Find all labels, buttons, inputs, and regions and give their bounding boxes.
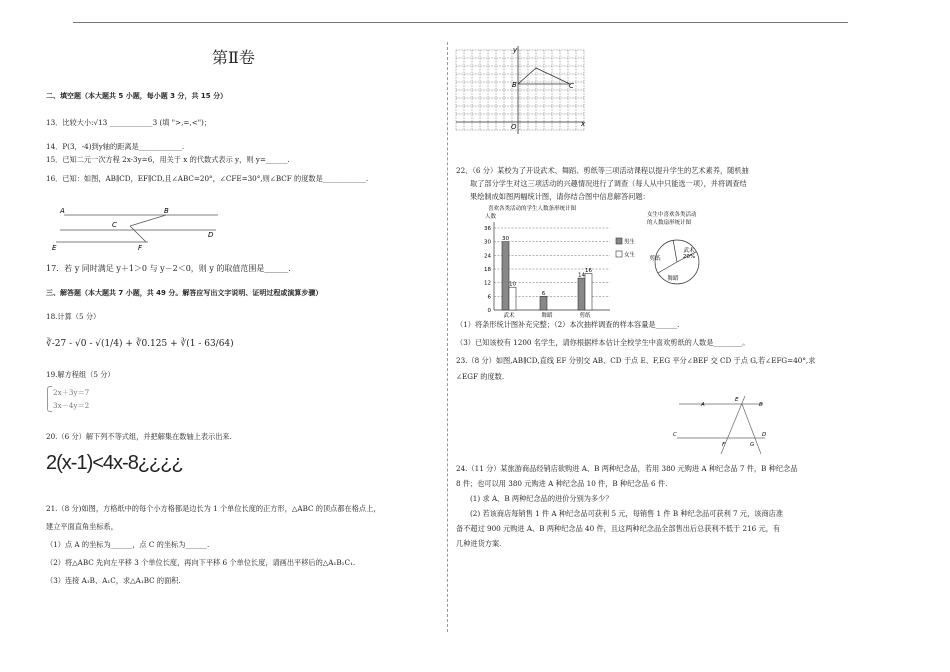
pie-label-剪纸: 剪纸 — [649, 256, 661, 262]
bar-女生-武术 — [509, 287, 516, 310]
ytick-4: 24 — [484, 253, 491, 260]
q15: 15．已知二元一次方程 2x-3y=6，用关于 x 的代数式表示 y，则 y=______. — [46, 155, 290, 164]
pie-pct-武术: 20% — [682, 254, 696, 260]
bar-chart-ylabel: 人数 — [485, 214, 497, 220]
q21-part1: （1）点 A 的坐标为______，点 C 的坐标为______. — [46, 540, 210, 549]
legend-swatch-男生 — [616, 238, 622, 244]
q21-grid-figure — [452, 44, 592, 136]
q21-line2: 建立平面直角坐标系， — [46, 522, 118, 531]
column-divider — [447, 42, 448, 632]
data-label-女生-武术: 10 — [509, 281, 516, 288]
bar-男生-剪纸 — [578, 278, 585, 310]
data-label-男生-舞蹈: 6 — [541, 290, 546, 297]
bar-男生-舞蹈 — [540, 296, 547, 310]
label-D: D — [208, 231, 214, 239]
legend-label-男生: 男生 — [624, 239, 636, 246]
q24-part1: (1) 求 A、B 两种纪念品的进价分别为多少？ — [470, 494, 613, 503]
legend-swatch-女生 — [616, 251, 622, 257]
q22-part1: （1）将条形统计图补充完整；（2）本次抽样调查的样本容量是______. — [456, 320, 680, 329]
label-E: E — [52, 244, 57, 252]
q22-line1: 22、（6 分）某校为了开设武术、舞蹈、剪纸等三项活动课程以提升学生的艺术素养，随机抽 — [456, 166, 749, 175]
q22-line2: 取了部分学生对这三项活动的兴趣情况进行了调查（每人从中只能选一项），并将调查结 — [470, 179, 747, 188]
section3-heading: 三、解答题（本大题共 7 小题，共 49 分。解答应写出文字说明、证明过程或演算步骤） — [46, 289, 323, 297]
q22-bar-chart — [468, 202, 644, 320]
ytick-0: 0 — [487, 308, 491, 314]
q20: 20.（6 分）解下列不等式组，并把解集在数轴上表示出来. — [46, 432, 232, 441]
label-F: F — [138, 244, 143, 252]
section2-heading: 二、填空题（本大题共 5 小题，每小题 3 分，共 15 分） — [46, 92, 228, 100]
xtick-舞蹈: 舞蹈 — [541, 313, 553, 319]
origin-label: O — [511, 123, 517, 131]
q20-inequality: 2(x-1)<4x-8¿¿¿¿ — [46, 452, 183, 474]
q24-part2c: 几种进货方案. — [456, 539, 502, 548]
bar-男生-武术 — [502, 242, 509, 310]
axis-x-label: x — [581, 120, 586, 128]
bar-chart-title: 喜欢各类活动的学生人数条形统计图 — [488, 206, 577, 212]
q14: 14．P(3，-4)到y轴的距离是____________. — [46, 142, 185, 151]
top-rule — [73, 22, 848, 23]
q18-expression: ∛-27 - √0 - √(1/4) + ∛0.125 + ∛(1 - 63/64) — [46, 339, 234, 349]
ytick-6: 36 — [484, 226, 491, 232]
label-A: A — [60, 207, 65, 215]
pie-label-武术: 武术 — [683, 248, 695, 254]
q23-line2: ∠EGF 的度数. — [456, 372, 505, 381]
data-label-女生-剪纸: 16 — [585, 268, 592, 275]
q24-part2a: (2) 若该商店每销售 1 件 A 种纪念品可获利 5 元，每销售 1 件 B 种纪念品可获利 7 元，该商店准 — [470, 509, 784, 518]
q17: 17．若 y 同时满足 y＋1＞0 与 y－2＜0，则 y 的取值范围是______. — [46, 264, 291, 273]
axis-y-label: y — [513, 46, 518, 54]
pie-title-line1: 女生中喜欢各类活动 — [647, 212, 697, 218]
q21-line1: 21.（8 分)如图，方格纸中的每个小方格都是边长为 1 个单位长度的正方形，△ABC 的顶点都在格点上， — [46, 504, 381, 513]
q23-label-G: G — [750, 442, 755, 448]
point-C-label: C — [569, 82, 574, 90]
ytick-1: 6 — [487, 294, 491, 301]
q19: 19.解方程组（5 分） — [46, 370, 115, 379]
ytick-2: 12 — [484, 280, 491, 287]
data-label-男生-剪纸: 14 — [578, 272, 585, 279]
page-title: 第Ⅱ卷 — [212, 48, 255, 67]
pie-label-舞蹈: 舞蹈 — [667, 276, 679, 282]
q24-part2b: 备不超过 900 元购进 A、B 两种纪念品 40 件，且这两种纪念品全部售出后总获利不低于 216 元，有 — [456, 524, 781, 533]
q18: 18.计算（5 分） — [46, 312, 101, 321]
q21-part3: （3）连接 A₁B、A₁C，求△A₁BC 的面积. — [46, 576, 181, 585]
q19-eq1: 2x＋3y＝7 — [53, 388, 90, 397]
q23-label-F: F — [722, 442, 726, 448]
q24-line2: 8 件；也可以用 380 元购进 A 种纪念品 10 件，B 种纪念品 6 件. — [456, 479, 668, 488]
q21-part2: （2）将△ABC 先向左平移 3 个单位长度，再向下平移 6 个单位长度，请画出平移后的△A₁B₁C₁. — [46, 558, 356, 567]
q16: 16．已知：如图，AB∥CD，EF∥CD,且∠ABC=20°，∠CFE=30°,则∠BCF 的度数是____________. — [46, 174, 369, 183]
xtick-武术: 武术 — [503, 313, 515, 319]
q22-pie-chart — [645, 210, 715, 296]
bar-女生-剪纸 — [585, 274, 592, 310]
q23-label-B: B — [759, 402, 763, 408]
label-C: C — [112, 221, 117, 229]
q13: 13．比较大小:√13 ____________3 (填 ">,=,<")； — [46, 118, 212, 127]
ytick-5: 30 — [484, 239, 491, 246]
q23-label-C: C — [673, 432, 677, 438]
q23-line1: 23.（8 分）如图,AB∥CD,直线 EF 分别交 AB、CD 于点 E、F,EG 平分∠BEF 交 CD 于点 G,若∠EFG=40°,求 — [456, 356, 816, 365]
point-B-label: B — [512, 81, 517, 89]
ytick-3: 18 — [484, 267, 491, 273]
label-B: B — [164, 207, 169, 215]
q22-part2: （3）已知该校有 1200 名学生，请你根据样本估计全校学生中喜欢剪纸的人数是________。 — [456, 338, 750, 347]
q22-line3: 果绘制成如图两幅统计图，请你结合图中信息解答问题： — [470, 192, 650, 201]
system-brace — [47, 386, 52, 412]
q23-label-E: E — [735, 397, 739, 403]
data-label-男生-武术: 30 — [502, 236, 509, 243]
xtick-剪纸: 剪纸 — [579, 313, 591, 319]
q23-label-A: A — [701, 402, 705, 408]
q23-figure — [665, 392, 775, 458]
q19-eq2: 3x－4y＝2 — [53, 401, 90, 410]
legend-label-女生: 女生 — [624, 252, 636, 259]
q16-figure — [48, 200, 228, 252]
q23-label-D: D — [762, 432, 767, 438]
q24-line1: 24.（11 分）某旅游商品经销店欲购进 A、B 两种纪念品，若用 380 元购进 A 种纪念品 7 件，B 种纪念品 — [456, 464, 798, 473]
pie-title-line2: 的人数扇形统计图 — [647, 220, 692, 226]
